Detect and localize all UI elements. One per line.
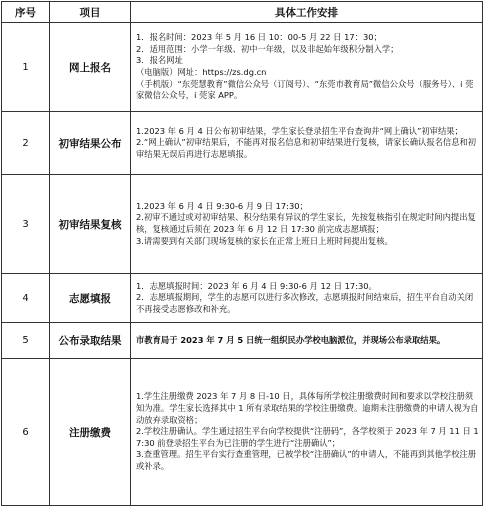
row-item: 注册缴费: [50, 359, 131, 506]
detail-line: 1．报名时间：2023 年 5 月 16 日 10：00-5 月 22 日 17：30；: [136, 32, 382, 43]
row-item: 初审结果复核: [50, 175, 131, 274]
detail-line: （手机版）“东莞慧教育”微信公众号（订阅号）、“东莞市教育局”微信公众号（服务号）、i 莞家微信公众号，i 莞家 APP。: [136, 78, 474, 101]
table-row: [2, 112, 483, 175]
row-number: 2: [2, 112, 50, 175]
header-item: 项目: [50, 2, 131, 23]
row-detail: [131, 274, 483, 323]
row-number: 4: [2, 274, 50, 323]
detail-line: （电脑版）网址：https://zs.dg.cn: [136, 67, 267, 77]
detail-line: 1.2023 年 6 月 4 日公布初审结果，学生家长登录招生平台查询并“网上确认”初审结果；: [136, 125, 463, 136]
table-row: [2, 274, 483, 323]
detail-line: 2.初审不通过或对初审结果、积分结果有异议的学生家长，先按复核指引在规定时间内提出复核，复核通过后须在 2023 年 6 月 12 日 17:30 前完成志愿填报；: [136, 212, 476, 234]
row-detail: [131, 323, 483, 359]
detail-line: 1．志愿填报时间：2023 年 6 月 4 日 9:30-6 月 12 日 17:30。: [136, 280, 377, 291]
table-row: [2, 23, 483, 112]
row-detail: [131, 175, 483, 274]
detail-line: 2.学校注册确认。学生通过招生平台向学校提供“注册码”，各学校须于 2023 年 7 月 11 日 17:30 前登录招生平台为已注册的学生进行“注册确认”；: [136, 426, 479, 448]
table-header-row: [2, 2, 483, 23]
table-row: [2, 175, 483, 274]
row-number: 1: [2, 23, 50, 112]
detail-line: 2.“网上确认”初审结果后，不能再对报名信息和初审结果进行复核，请家长确认报名信息和初审结果无误后再进行志愿填报。: [136, 137, 477, 159]
detail-line: 2．志愿填报期间，学生的志愿可以进行多次修改，志愿填报时间结束后，招生平台自动关闭不再接受志愿修改和补充。: [136, 292, 474, 314]
schedule-table: [1, 1, 483, 506]
detail-line: 3.查重管理。招生平台实行查重管理，已被学校“注册确认”的申请人，不能再到其他学校注册或补录。: [136, 449, 477, 471]
row-item: 公布录取结果: [50, 323, 131, 359]
table-row: [2, 359, 483, 506]
row-number: 6: [2, 359, 50, 506]
row-detail: [131, 23, 483, 112]
header-num: 序号: [2, 2, 50, 23]
detail-line: 市教育局于 2023 年 7 月 5 日统一组织民办学校电脑派位，并现场公布录取结果。: [136, 334, 446, 345]
row-detail: [131, 359, 483, 506]
row-item: 网上报名: [50, 23, 131, 112]
detail-line: 3．报名网址: [136, 55, 183, 66]
header-detail: 具体工作安排: [131, 2, 483, 23]
detail-line: 2．适用范围：小学一年级、初中一年级，以及非起始年级积分制入学；: [136, 43, 399, 54]
row-item: 志愿填报: [50, 274, 131, 323]
row-number: 5: [2, 323, 50, 359]
row-detail: [131, 112, 483, 175]
detail-line: 1.学生注册缴费 2023 年 7 月 8 日-10 日，具体每所学校注册缴费时间和要求以学校注册须知为准。学生家长选择其中 1 所有录取结果的学校注册缴费。逾期未注册缴费的申请人视为自动放弃录取资格；: [136, 391, 479, 425]
table-row: [2, 323, 483, 359]
row-item: 初审结果公布: [50, 112, 131, 175]
row-number: 3: [2, 175, 50, 274]
detail-line: 1.2023 年 6 月 4 日 9:30-6 月 9 日 17:30；: [136, 200, 308, 211]
detail-line: 3.请需要到有关部门现场复核的家长在正常上班日上班时间提出复核。: [136, 235, 393, 246]
